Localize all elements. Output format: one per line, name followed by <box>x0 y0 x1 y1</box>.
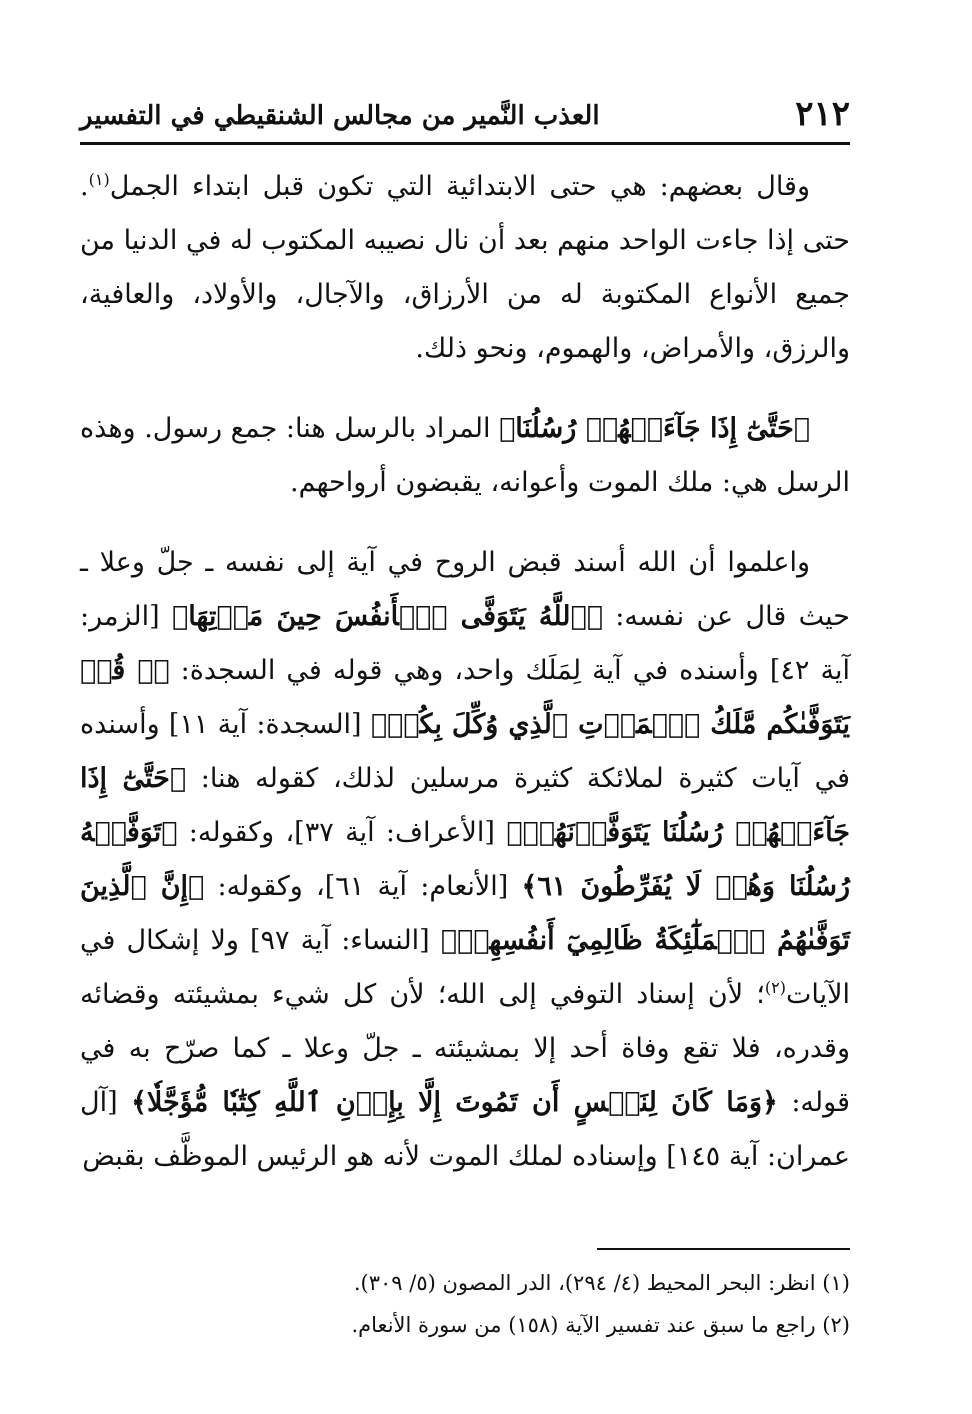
quran-verse: ﴿حَتَّىٰٓ إِذَا جَآءَتۡهُمۡ رُسُلُنَا يَتَوَفَّوۡنَهُمۡ﴾ <box>80 763 850 848</box>
main-text <box>80 160 850 1210</box>
text-segment: [آل عمران: آية ١٤٥] وإسناده لملك الموت لأنه هو الرئيس الموظَّف بقبض <box>80 1087 850 1172</box>
quran-verse: ﴿۞ قُلۡ يَتَوَفَّىٰكُم مَّلَكُ ٱلۡمَوۡتِ ٱلَّذِي وُكِّلَ بِكُمۡ﴾ <box>80 655 850 740</box>
running-title: العذب النَّمير من مجالس الشنقيطي في التفسير <box>80 101 600 131</box>
quran-verse: ﴿حَتَّىٰٓ إِذَا جَآءَتۡهُمۡ رُسُلُنَا﴾ <box>499 413 810 444</box>
page-header <box>80 92 850 140</box>
quran-verse: ﴿وَمَا كَانَ لِنَفۡسٍ أَن تَمُوتَ إِلَّا بِإِذۡنِ ٱللَّهِ كِتَٰبٗا مُّؤَجَّلٗا﴾ <box>131 1087 778 1118</box>
footnote-ref-1: (١) <box>88 170 110 189</box>
text-segment: وقال بعضهم: هي حتى الابتدائية التي تكون قبل ابتداء الجمل <box>109 171 810 202</box>
quran-verse: ﴿تَوَفَّتۡهُ رُسُلُنَا وَهُمۡ لَا يُفَرِّطُونَ ٦١﴾ <box>80 817 850 902</box>
text-segment: واعلموا أن الله أسند قبض الروح في آية إلى نفسه ـ جلّ وعلا ـ حيث قال عن نفسه: <box>80 547 850 632</box>
footnote-ref-2: (٢) <box>764 978 786 997</box>
paragraph-1 <box>80 160 850 376</box>
paragraph-2 <box>80 402 850 510</box>
text-segment: [الزمر: آية ٤٢] وأسنده في آية لِمَلَك واحد، وهي قوله في السجدة: <box>80 601 850 686</box>
text-segment: [النساء: آية ٩٧] ولا إشكال في الآيات <box>80 925 850 1010</box>
paragraph-3 <box>80 536 850 1184</box>
text-segment: ؛ لأن إسناد التوفي إلى الله؛ لأن كل شيء بمشيئته وقضائه وقدره، فلا تقع وفاة أحد إلا بمشيئته ـ جلّ وعلا ـ كما صرّح به في قوله: <box>80 979 850 1118</box>
text-segment: المراد بالرسل هنا: جمع رسول. وهذه الرسل هي: ملك الموت وأعوانه، يقبضون أرواحهم. <box>80 413 850 498</box>
text-segment: [الأنعام: آية ٦١]، وكقوله: <box>204 871 522 902</box>
text-segment: [الأعراف: آية ٣٧]، وكقوله: <box>177 817 507 848</box>
quran-verse: ﴿إِنَّ ٱلَّذِينَ تَوَفَّىٰهُمُ ٱلۡمَلَٰٓئِكَةُ ظَالِمِيٓ أَنفُسِهِمۡ﴾ <box>80 871 850 956</box>
text-segment: . حتى إذا جاءت الواحد منهم بعد أن نال نصيبه المكتوب له في الدنيا من جميع الأنواع المكتوبة له من الأرزاق، والآجال، والأولاد، والعافية، والرزق، والأمراض، والهموم، ونحو ذلك. <box>80 171 850 364</box>
page-number: ٢١٢ <box>795 94 850 134</box>
text-segment: [السجدة: آية ١١] وأسنده في آيات كثيرة لملائكة كثيرة مرسلين لذلك، كقوله هنا: <box>80 709 850 794</box>
footnote-1: (١) انظر: البحر المحيط (٤/ ٢٩٤)، الدر المصون (٥/ ٣٠٩). <box>353 1271 850 1295</box>
quran-verse: ﴿ٱللَّهُ يَتَوَفَّى ٱلۡأَنفُسَ حِينَ مَوۡتِهَا﴾ <box>172 601 603 632</box>
footnotes <box>80 1262 850 1346</box>
footnote-divider <box>597 1248 850 1250</box>
footnote-2: (٢) راجع ما سبق عند تفسير الآية (١٥٨) من سورة الأنعام. <box>351 1313 850 1337</box>
header-divider <box>80 142 850 145</box>
